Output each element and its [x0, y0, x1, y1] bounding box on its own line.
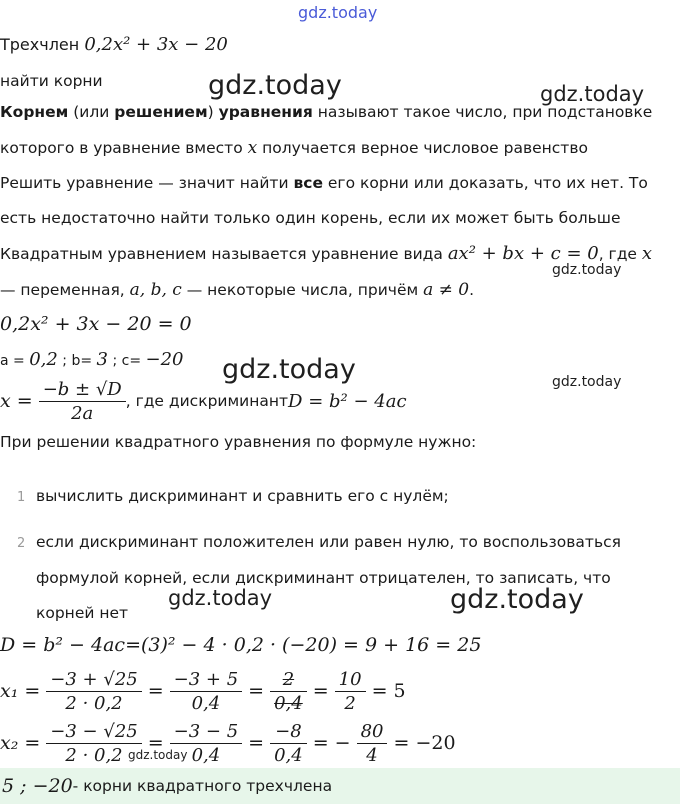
- header-watermark: gdz.today: [298, 3, 378, 22]
- watermark: gdz.today: [208, 70, 342, 101]
- watermark: gdz.today: [168, 586, 273, 610]
- definition-quadratic-line1: Квадратным уравнением называется уравнение вида ax² + bx + c = 0, где x: [0, 243, 653, 264]
- watermark: gdz.today: [540, 82, 645, 106]
- answer-banner: [0, 768, 680, 804]
- watermark: gdz.today: [552, 374, 622, 390]
- coefficients: a = 0,2 ; b= 3 ; c= −20: [0, 349, 184, 370]
- problem-label: Трехчлен: [0, 35, 80, 54]
- step-number: 2: [17, 536, 26, 551]
- root-x2: x₂ = $\frac{-3 - √25}{2 \cdot 0,2}$ = $\frac{-3 - 5}{0,4}$ = $\frac{-8}{0,4}$ = − $\frac{80}{4}$ = −20: [0, 720, 456, 766]
- watermark: gdz.today: [128, 748, 188, 762]
- rule-intro: При решении квадратного уравнения по формуле нужно:: [0, 433, 477, 451]
- definition-root-line1: Корнем (или решением) уравнения называют такое число, при подстановке: [0, 103, 653, 121]
- step-2-line3: корней нет: [36, 604, 129, 622]
- step-2-line2: формулой корней, если дискриминант отрицателен, то записать, что: [36, 569, 611, 587]
- definition-root-line2: которого в уравнение вместо x получается верное числовое равенство: [0, 138, 588, 158]
- problem-statement: [0, 34, 228, 55]
- answer-text: - корни квадратного трехчлена: [72, 777, 333, 795]
- answer-roots: 5 ; −20: [2, 775, 73, 797]
- watermark: gdz.today: [222, 354, 356, 385]
- definition-solve-line2: есть недостаточно найти только один корень, если их может быть больше: [0, 209, 621, 227]
- watermark: gdz.today: [552, 262, 622, 278]
- problem-expression: 0,2x² + 3x − 20: [84, 34, 228, 55]
- watermark: gdz.today: [450, 584, 584, 615]
- step-1-text: вычислить дискриминант и сравнить его с нулём;: [36, 487, 449, 505]
- root-x1: x₁ = $\frac{-3 + √25}{2 \cdot 0,2}$ = $\frac{-3 + 5}{0,4}$ = $\frac{2}{0,4}$ = $\frac{10}{2}$ = 5: [0, 668, 406, 714]
- root-formula: x = $\frac{-b \pm √D}{2a}$ , где дискриминант D = b² − 4ac: [0, 378, 407, 424]
- equation: 0,2x² + 3x − 20 = 0: [0, 313, 192, 335]
- discriminant-calculation: D = b² − 4ac=(3)² − 4 · 0,2 · (−20) = 9 + 16 = 25: [0, 634, 482, 656]
- definition-quadratic-line2: — переменная, a, b, c — некоторые числа, причём a ≠ 0.: [0, 280, 475, 300]
- task-text: найти корни: [0, 72, 103, 90]
- step-2-line1: если дискриминант положителен или равен нулю, то воспользоваться: [36, 533, 621, 551]
- step-number: 1: [17, 490, 26, 505]
- definition-solve-line1: Решить уравнение — значит найти все его корни или доказать, что их нет. То: [0, 174, 648, 192]
